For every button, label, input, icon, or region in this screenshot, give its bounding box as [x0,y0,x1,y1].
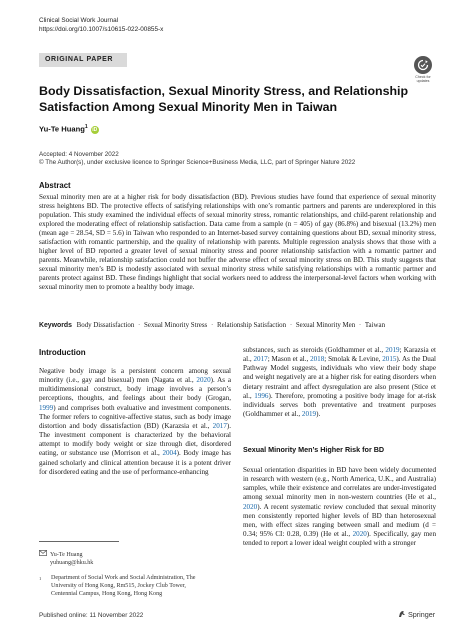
paragraph-text: ). A recent systematic review concluded that sexual minority men consistently reported higher levels of BD than heterosexual men, with effect sizes ranging between small and medium (d = 0.34; 95% CI: 0.28, 0.39) (He et al., [243,502,436,539]
affiliation [39,575,196,598]
paragraph-text: ). As the Dual Pathway Model suggests, individuals who view their body shape and weight negatively are at a higher risk for eating disorders when dietary restraint and affect dysregulation are also present (Stice et al., [243,355,436,400]
paragraph-text: ; Karazsia et al., [243,346,436,364]
paragraph-text: Sexual orientation disparities in BD have been widely documented in research with western (e.g., North America, U.K., and Australia) samples, while their existence and correlates are under-investigated among sexual minority men in non-western countries (He et al., [243,466,436,502]
contact-name: Yu-Te Huang [50,552,83,558]
affiliation-number: 1 [39,576,42,581]
citation-link[interactable]: 2019 [385,346,400,354]
article-meta [39,151,355,167]
keyword-separator: · [358,322,362,329]
paper-title: Body Dissatisfaction, Sexual Minority Stress, and Relationship Satisfaction Among Sexual Minority Men in Taiwan [39,84,409,114]
published-online-date: Published online: 11 November 2022 [39,612,144,619]
corresponding-author [39,550,93,568]
keyword-separator: · [210,322,214,329]
intro-paragraph-left [39,367,231,477]
paragraph-text: ). Body image has gained scholarly and clinical attention because it is a potent driver for disordered eating and the use of performance-enhancing [39,449,231,476]
publisher-logo [398,610,435,619]
citation-link[interactable]: 2004 [162,449,177,458]
citation-link[interactable]: 2015 [382,355,397,364]
journal-name: Clinical Social Work Journal [39,17,119,24]
publisher-name: Springer [408,610,436,619]
paragraph-text: ). As a multidimensional construct, body image involves a person’s perceptions, thoughts, and feelings about their body (Grogan, [39,376,231,403]
keyword-item: Taiwan [364,322,386,329]
paragraph-text: ; Mason et al., [267,355,311,364]
author-affiliation-marker: 1 [84,124,88,130]
keyword-item: Sexual Minority Men [295,322,356,329]
footnote-divider [39,541,119,542]
orcid-icon[interactable]: iD [92,126,98,133]
affiliation-line: Department of Social Work and Social Administration, The [51,575,196,581]
paragraph-text: Negative body image is a persistent concern among sexual minority (i.e., gay and bisexual) men (Nagata et al., [39,367,231,385]
keywords [39,321,439,330]
check-for-updates-button[interactable] [410,56,436,83]
author-name[interactable]: Yu-Te Huang [39,124,85,134]
accepted-date: Accepted: 4 November 2022 [39,151,119,158]
citation-link[interactable]: 1996 [254,391,269,400]
keyword-separator: · [138,322,141,329]
keywords-label: Keywords [39,322,72,329]
citation-link[interactable]: 2019 [301,410,317,419]
envelope-icon [39,550,47,560]
keyword-item: Body Dissatisfaction [76,322,135,329]
intro-paragraph-right [243,346,436,419]
keyword-item: Sexual Minority Stress [144,322,208,329]
citation-link[interactable]: 1999 [39,403,54,412]
paragraph-text: ). The investment component is characterized by the behavioral attempt to modify body weight or size through diet, disordered eating, or substance use (Morrison et al., [39,421,231,458]
citation-link[interactable]: 2020 [352,530,367,539]
abstract-text: Sexual minority men are at a higher risk for body dissatisfaction (BD). Previous studies have found that experience of sexual minority stress heightens BD. The protective effects of satisfying relationships with one’s romantic partners and parents are underexplored in this population. This study examined the individual effects of sexual minority stress, romantic relationships, and child-parent relationship and explored the moderating effect of relationship satisfaction. Data came from a sample (n = 405) of gay (86.8%) and bisexual (13.2%) men (mean age = 28.54, SD = 5.6) in Taiwan who responded to an Internet-based survey containing questions about BD, sexual minority stress, satisfaction with romantic partnership, and the quality of relationship with parents. Multiple regression analysis shows that those with a higher level of BD reported a greater level of sexual minority stress and poorer relationship satisfaction with a romantic partner and parents. Meanwhile, relationship satisfaction could not buffer the adverse effect of sexual minority stress on BD. This study suggests that sexual minority men’s BD is modestly associated with sexual minority stress while satisfying relationships with a romantic partner and parents protect against BD. These findings highlight that social workers need to address the interpersonal-level factors when working with sexual minority men to promote a healthy body image. [39,193,436,292]
check-updates-label: Check for updates [415,75,431,84]
keyword-separator: · [289,322,293,329]
paragraph-text: substances, such as steroids (Goldhammer et al., [243,346,386,354]
citation-link[interactable]: 2020 [196,376,211,385]
paragraph-text: ) and comprises both evaluative and investment components. The former refers to cognitive-affective status, such as body image distortion and body dissatisfaction (BD) (Karazsia et al., [39,403,231,430]
keyword-item: Relationship Satisfaction [216,322,287,329]
citation-link[interactable]: 2020 [243,502,258,511]
citation-link[interactable]: 2018 [310,355,325,364]
check-updates-icon [414,56,432,74]
copyright-notice: © The Author(s), under exclusive licence to Springer Science+Business Media, LLC, part of Springer Nature 2022 [39,159,356,166]
paragraph-text: ; Smolak & Levine, [324,355,383,364]
affiliation-line: Centennial Campus, Hong Kong, Hong Kong [51,590,163,597]
introduction-heading: Introduction [39,348,86,357]
affiliation-line: University of Hong Kong, Rm515, Jockey Club Tower, [51,582,186,589]
article-type-banner: ORIGINAL PAPER [39,53,127,67]
springer-horse-icon [398,610,406,618]
subsection-paragraph [243,466,436,548]
paragraph-text: ). Specifically, gay men tended to report a lower ideal weight coupled with a stronger [243,530,436,548]
citation-link[interactable]: 2017 [253,355,268,364]
paragraph-text: ). [316,410,321,419]
citation-link[interactable]: 2017 [212,421,227,430]
journal-header [39,16,163,34]
author-line [39,124,99,134]
paragraph-text: ). Therefore, promoting a positive body image for at-risk individuals serves both preventative and treatment purposes (Goldhammer et al., [243,391,436,419]
abstract-heading: Abstract [39,181,71,190]
contact-email[interactable]: yuhuang@hku.hk [50,559,94,566]
subsection-heading: Sexual Minority Men’s Higher Risk for BD [243,445,385,454]
doi-link[interactable]: https://doi.org/10.1007/s10615-022-00855-x [39,26,164,33]
